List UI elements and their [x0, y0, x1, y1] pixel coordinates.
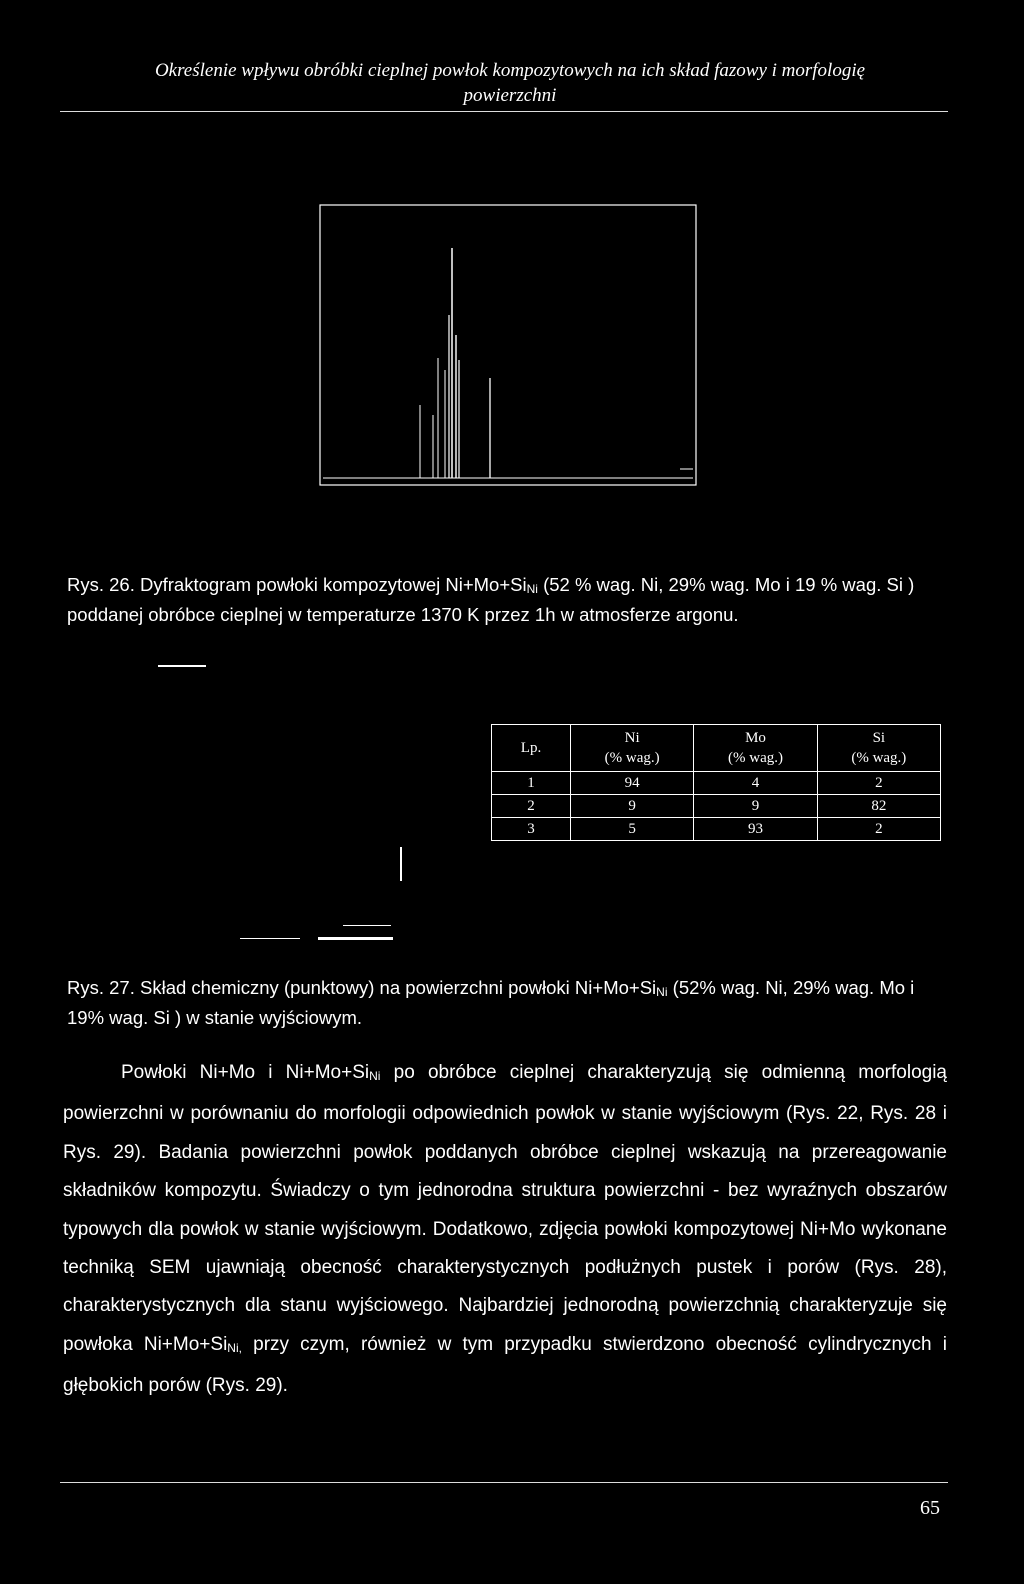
table-cell: 4	[694, 772, 817, 795]
body-paragraph: Powłoki Ni+Mo i $Ni+Mo+Si_{Ni}$ po obróbce cieplnej charakteryzują się odmienną morfologią powierzchni w porównaniu do morfologii odpowiednich powłok w stanie wyjściowym (Rys. 22, Rys. 28 i Rys. 29). Badania powierzchni powłok poddanych obróbce cieplnej wskazują na przereagowanie składników kompozytu. Świadczy o tym jednorodna struktura powierzchni - bez wyraźnych obszarów typowych dla powłok w stanie wyjściowym. Dodatkowo, zdjęcia powłoki kompozytowej Ni+Mo wykonane techniką SEM ujawniają obecność charakterystycznych podłużnych pustek i porów (Rys. 28), charakterystycznych dla stanu wyjściowego. Najbardziej jednorodną powierzchnią charakteryzuje się powłoka $Ni+Mo+Si_{Ni,}$ przy czym, również w tym przypadku stwierdzono obecność cylindrycznych i głębokich porów (Rys. 29).	[63, 1062, 947, 1397]
table-cell: 94	[571, 772, 694, 795]
figure27-caption	[67, 975, 947, 1031]
figure26-caption-subscript: Ni	[526, 582, 538, 596]
table-cell: 9	[694, 795, 817, 818]
table-header-mo: Mo (% wag.)	[694, 725, 817, 772]
table-header-si: Si (% wag.)	[817, 725, 940, 772]
body-paragraph-block	[63, 1054, 947, 1406]
running-header-line2: powierzchni	[463, 85, 557, 106]
figure27-caption-subscript: Ni	[656, 985, 668, 999]
table-cell: 1	[492, 772, 571, 795]
table-header-ni: Ni (% wag.)	[571, 725, 694, 772]
figure26-caption-text: Rys. 26. Dyfraktogram powłoki kompozytowej Ni+Mo+Si	[67, 574, 527, 595]
diffractogram-frame	[320, 205, 696, 485]
figure26-caption	[67, 572, 947, 628]
figure27-caption-text: Rys. 27. Skład chemiczny (punktowy) na powierzchni powłoki Ni+Mo+Si	[67, 977, 657, 998]
image-artifact-line	[240, 938, 300, 939]
page-number: 65	[920, 1497, 940, 1519]
table-cell: 3	[492, 818, 571, 841]
table-row	[492, 795, 941, 818]
table-cell: 9	[571, 795, 694, 818]
table-header-row	[492, 725, 941, 772]
diffractogram-figure	[0, 0, 1024, 560]
table-cell: 2	[817, 818, 940, 841]
table-cell: 2	[817, 772, 940, 795]
footer-divider	[60, 1482, 948, 1483]
table-cell: 2	[492, 795, 571, 818]
image-artifact-line	[343, 925, 391, 926]
figure27-caption-text-end: (52% wag. Ni, 29% wag. Mo i 19% wag. Si ) w stanie wyjściowym.	[67, 977, 915, 1028]
image-artifact-line	[158, 665, 206, 667]
figure26-caption-text-end: (52 % wag. Ni, 29% wag. Mo i 19 % wag. Si ) poddanej obróbce cieplnej w temperaturze 1370 K przez 1h w atmosferze argonu.	[67, 574, 915, 625]
table-cell: 93	[694, 818, 817, 841]
table-row	[492, 772, 941, 795]
chemical-composition-table	[491, 724, 941, 841]
running-header-line1: Określenie wpływu obróbki cieplnej powłok kompozytowych na ich skład fazowy i morfologię	[154, 60, 866, 81]
table-row	[492, 818, 941, 841]
table-cell: 5	[571, 818, 694, 841]
image-artifact-line	[400, 847, 402, 881]
table-header-lp: Lp.	[492, 725, 571, 772]
image-artifact-line	[318, 937, 393, 940]
table-cell: 82	[817, 795, 940, 818]
